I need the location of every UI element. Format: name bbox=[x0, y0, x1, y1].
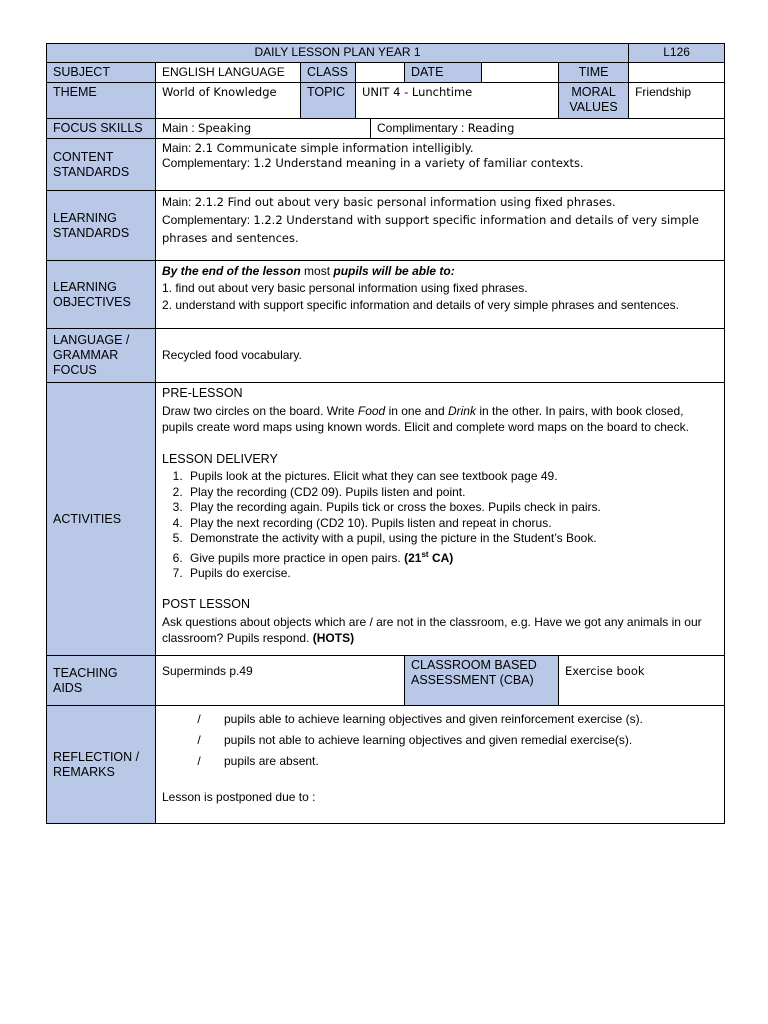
ls-comp-label: Complementary bbox=[162, 213, 247, 227]
reflection-option[interactable] bbox=[162, 751, 718, 772]
pre-lesson-title: PRE-LESSON bbox=[162, 386, 243, 400]
delivery-step bbox=[186, 547, 718, 567]
delivery-step-text: Give pupils more practice in open pairs. bbox=[190, 550, 401, 565]
cs-main-label: Main bbox=[162, 141, 189, 155]
tick-mark: / bbox=[197, 712, 201, 726]
reflection-option-text: pupils not able to achieve learning objectives and given remedial exercise(s). bbox=[224, 733, 633, 747]
focus-main-value: Speaking bbox=[198, 121, 252, 135]
objectives-intro-b: most bbox=[304, 264, 331, 278]
learning-objectives-cell bbox=[156, 261, 725, 329]
content-standards-label: CONTENT STANDARDS bbox=[47, 139, 156, 191]
reflection-cell bbox=[156, 706, 725, 824]
ls-main-text: 2.1.2 Find out about very basic personal information using fixed phrases. bbox=[194, 195, 616, 209]
reflection-option-text: pupils are absent. bbox=[224, 754, 319, 768]
lesson-plan-table bbox=[46, 43, 725, 824]
subject-label: SUBJECT bbox=[47, 63, 156, 83]
time-value[interactable] bbox=[629, 63, 725, 83]
reflection-option[interactable] bbox=[162, 709, 718, 730]
cs-comp-label: Complementary bbox=[162, 156, 247, 170]
cs-comp-text: 1.2 Understand meaning in a variety of familiar contexts. bbox=[253, 156, 584, 170]
activities-label: ACTIVITIES bbox=[47, 383, 156, 656]
focus-main-label: Main bbox=[162, 121, 189, 135]
activities-cell bbox=[156, 383, 725, 656]
pre-lesson-part: Draw two circles on the board. Write bbox=[162, 404, 355, 418]
teaching-aids-label: TEACHING AIDS bbox=[47, 656, 156, 706]
tick-mark: / bbox=[197, 733, 201, 747]
plan-title: DAILY LESSON PLAN YEAR 1 bbox=[47, 44, 629, 63]
objectives-intro-c: pupils will be able to: bbox=[333, 264, 455, 278]
focus-skills-label: FOCUS SKILLS bbox=[47, 119, 156, 139]
reflection-option-text: pupils able to achieve learning objectives and given reinforcement exercise (s). bbox=[224, 712, 643, 726]
lesson-delivery-title: LESSON DELIVERY bbox=[162, 452, 278, 466]
hots-tag: (HOTS) bbox=[312, 630, 355, 645]
focus-comp-label: Complimentary bbox=[377, 121, 458, 135]
cba-value: Exercise book bbox=[559, 656, 725, 706]
topic-value: UNIT 4 - Lunchtime bbox=[356, 83, 559, 119]
teaching-aids-value: Superminds p.49 bbox=[156, 656, 405, 706]
lesson-delivery-list bbox=[162, 469, 718, 582]
delivery-step: 5. Demonstrate the activity with a pupil, using the picture in the Student’s Book. bbox=[186, 531, 718, 547]
ca-tag-a: (21 bbox=[404, 550, 422, 565]
date-value[interactable] bbox=[482, 63, 559, 83]
language-focus-value: Recycled food vocabulary. bbox=[156, 329, 725, 383]
class-label: CLASS bbox=[301, 63, 356, 83]
tick-mark: / bbox=[197, 754, 201, 768]
learning-standards-cell: Main: 2.1.2 Find out about very basic personal information using fixed phrases. Complementary: 1.2.2 Understand with support specific information and details of very simple phrases and sentences. bbox=[156, 191, 725, 261]
pre-lesson-text bbox=[162, 403, 718, 435]
focus-main: Main : Speaking bbox=[156, 119, 371, 139]
ca-tag-b: CA) bbox=[431, 550, 454, 565]
cs-main-text: 2.1 Communicate simple information intelligibly. bbox=[194, 141, 474, 155]
focus-comp-value: Reading bbox=[467, 121, 515, 135]
objective-item: 2. understand with support specific information and details of very simple phrases and sentences. bbox=[162, 298, 679, 312]
reflection-label: REFLECTION / REMARKS bbox=[47, 706, 156, 824]
content-standards-cell: Main: 2.1 Communicate simple information intelligibly. Complementary: 1.2 Understand meaning in a variety of familiar contexts. bbox=[156, 139, 725, 191]
moral-values-value: Friendship bbox=[629, 83, 725, 119]
pre-lesson-drink: Drink bbox=[447, 404, 476, 418]
post-lesson-title: POST LESSON bbox=[162, 596, 250, 611]
focus-complimentary: Complimentary : Reading bbox=[371, 119, 725, 139]
delivery-step: 7. Pupils do exercise. bbox=[186, 566, 718, 582]
plan-code: L126 bbox=[629, 44, 725, 63]
delivery-step: 2. Play the recording (CD2 09). Pupils listen and point. bbox=[186, 485, 718, 501]
pre-lesson-part: in one and bbox=[388, 404, 445, 418]
objective-item: 1. find out about very basic personal information using fixed phrases. bbox=[162, 281, 528, 295]
postponed-note: Lesson is postponed due to : bbox=[162, 790, 316, 804]
ls-comp-text: 1.2.2 Understand with support specific information and details of very simple phrases and sentences. bbox=[162, 213, 699, 245]
moral-values-label: MORAL VALUES bbox=[559, 83, 629, 119]
post-lesson-text bbox=[162, 614, 718, 646]
class-value[interactable] bbox=[356, 63, 405, 83]
objectives-intro-a: By the end of the lesson bbox=[162, 264, 301, 278]
delivery-step: 4. Play the next recording (CD2 10). Pupils listen and repeat in chorus. bbox=[186, 516, 718, 532]
learning-standards-label: LEARNING STANDARDS bbox=[47, 191, 156, 261]
delivery-step: 1. Pupils look at the pictures. Elicit what they can see textbook page 49. bbox=[186, 469, 718, 485]
language-focus-label: LANGUAGE / GRAMMAR FOCUS bbox=[47, 329, 156, 383]
theme-label: THEME bbox=[47, 83, 156, 119]
pre-lesson-food: Food bbox=[357, 404, 386, 418]
learning-objectives-label: LEARNING OBJECTIVES bbox=[47, 261, 156, 329]
date-label: DATE bbox=[405, 63, 482, 83]
delivery-step: 3. Play the recording again. Pupils tick or cross the boxes. Pupils check in pairs. bbox=[186, 500, 718, 516]
pre-lesson-part: in the other. In pairs, with book closed, pupils create word maps using known words. Elicit and complete word maps on the board to check. bbox=[162, 404, 689, 434]
subject-value: ENGLISH LANGUAGE bbox=[156, 63, 301, 83]
ca-tag-sup: st bbox=[421, 549, 429, 559]
objectives-intro bbox=[162, 263, 718, 280]
reflection-option[interactable] bbox=[162, 730, 718, 751]
ls-main-label: Main bbox=[162, 195, 189, 209]
time-label: TIME bbox=[559, 63, 629, 83]
lesson-plan-sheet bbox=[46, 43, 724, 824]
post-lesson-body: Ask questions about objects which are / are not in the classroom, e.g. Have we got any animals in our classroom? Pupils respond. bbox=[162, 614, 702, 645]
cba-label: CLASSROOM BASED ASSESSMENT (CBA) bbox=[405, 656, 559, 706]
topic-label: TOPIC bbox=[301, 83, 356, 119]
theme-value: World of Knowledge bbox=[156, 83, 301, 119]
